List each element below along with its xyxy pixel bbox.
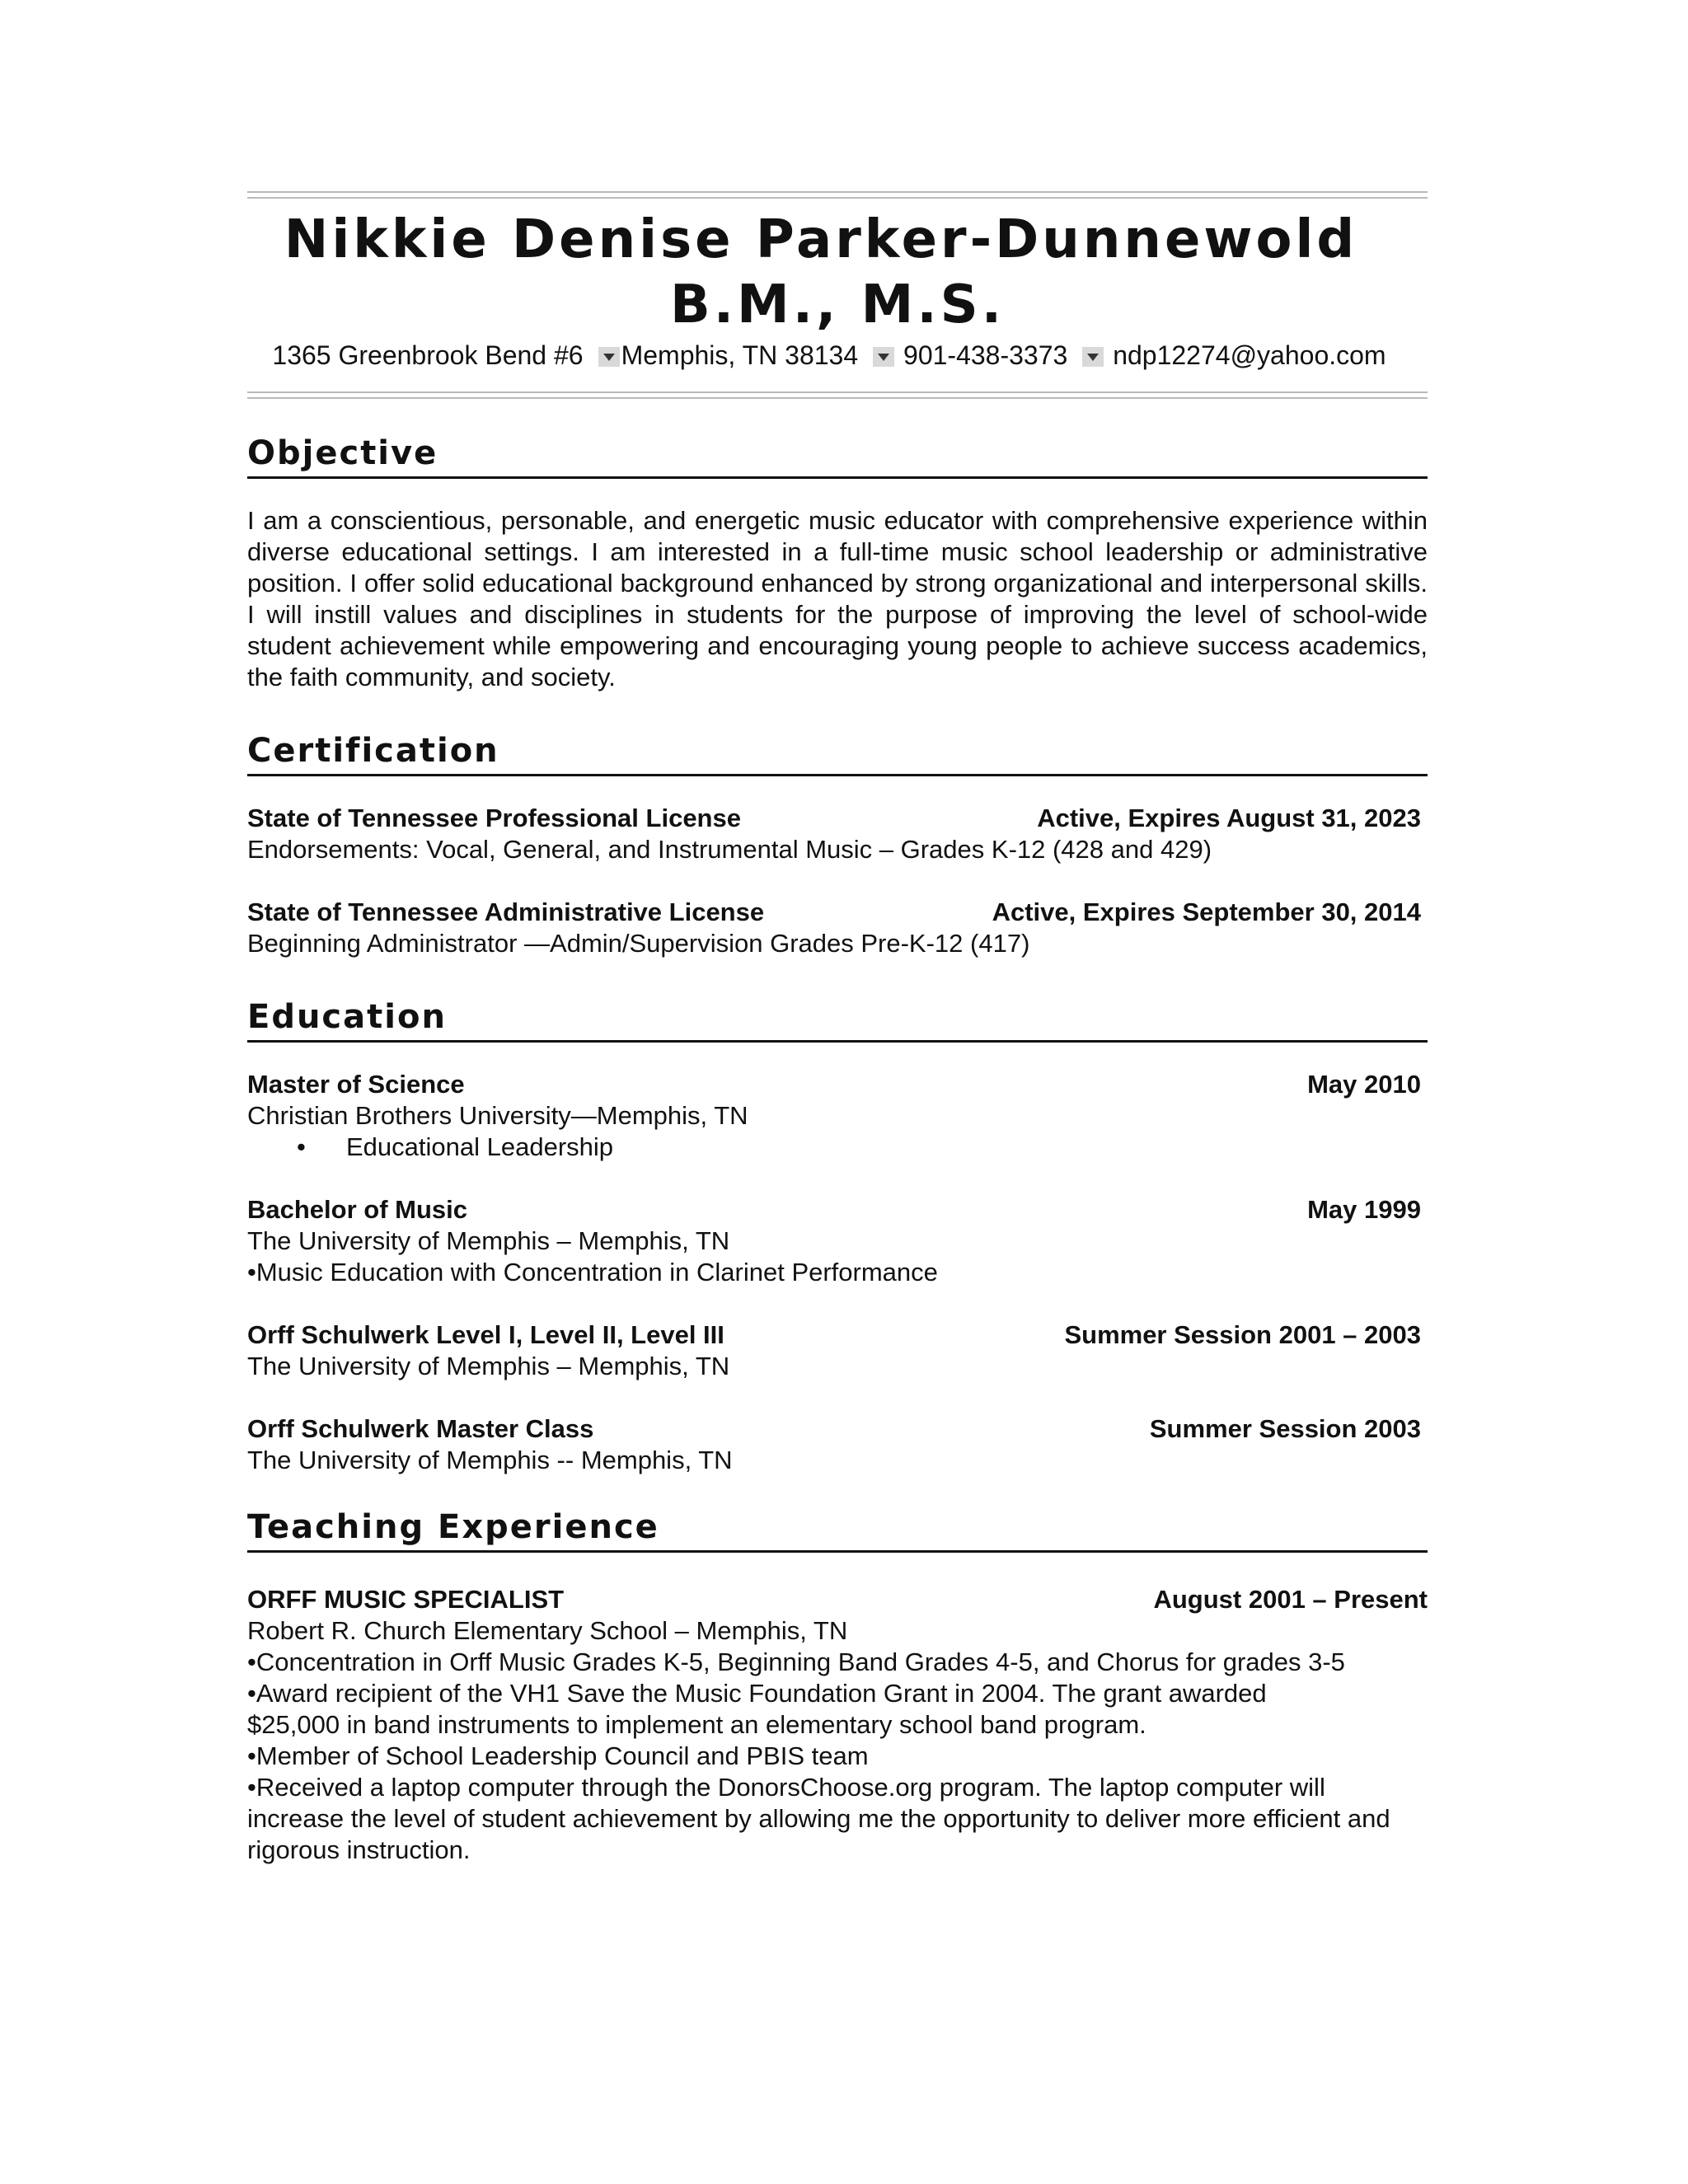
teaching-role: ORFF MUSIC SPECIALIST <box>247 1585 565 1614</box>
contact-phone: 901-438-3373 <box>903 340 1068 370</box>
candidate-credentials: B.M., M.S. <box>669 274 1006 335</box>
teaching-item <box>247 1584 1428 1866</box>
header-bottom-rule <box>247 391 1428 399</box>
teaching-school: Robert R. Church Elementary School – Memphis, TN <box>247 1616 848 1645</box>
certification-name: State of Tennessee Administrative License <box>247 898 765 926</box>
teaching-bullet: •Award recipient of the VH1 Save the Music Foundation Grant in 2004. The grant awarded $25,000 in band instruments to implement an elementary school band program. <box>247 1679 1267 1739</box>
education-item <box>247 1319 1428 1382</box>
education-date: Summer Session 2003 <box>1149 1414 1421 1443</box>
education-school: The University of Memphis – Memphis, TN <box>247 1352 730 1380</box>
certification-item <box>247 897 1428 959</box>
teaching-section <box>247 1506 1428 1866</box>
contact-line <box>247 337 1428 373</box>
teaching-date: August 2001 – Present <box>1153 1585 1428 1614</box>
education-date: May 2010 <box>1307 1070 1421 1099</box>
candidate-name: Nikkie Denise Parker-Dunnewold <box>284 209 1358 270</box>
certification-section <box>247 729 1428 959</box>
education-degree: Orff Schulwerk Level I, Level II, Level III <box>247 1320 724 1349</box>
contact-address: 1365 Greenbrook Bend #6 <box>272 340 584 370</box>
education-item <box>247 1194 1428 1288</box>
header-top-rule <box>247 191 1428 199</box>
education-school: The University of Memphis – Memphis, TN <box>247 1226 730 1255</box>
education-bullet: •Music Education with Concentration in Clarinet Performance <box>247 1258 938 1286</box>
certification-item <box>247 803 1428 865</box>
education-date: Summer Session 2001 – 2003 <box>1064 1320 1421 1349</box>
certification-name: State of Tennessee Professional License <box>247 804 741 832</box>
education-item <box>247 1069 1428 1163</box>
resume-page <box>247 191 1428 1866</box>
education-degree: Master of Science <box>247 1070 465 1099</box>
objective-text: I am a conscientious, personable, and energetic music educator with comprehensive experience within diverse educational settings. I am interested in a full-time music school leadership or administrative position. I offer solid educational background enhanced by strong organizational and interpersonal skills. I will instill values and disciplines in students for the purpose of improving the level of school-wide student achievement while empowering and encouraging young people to achieve success academics, the faith community, and society. <box>247 506 1428 691</box>
education-item <box>247 1413 1428 1476</box>
bullet-icon: • <box>297 1132 306 1161</box>
certification-detail: Endorsements: Vocal, General, and Instrumental Music – Grades K-12 (428 and 429) <box>247 835 1212 864</box>
contact-city: Memphis, TN 38134 <box>621 340 859 370</box>
education-degree: Orff Schulwerk Master Class <box>247 1414 594 1443</box>
dropdown-arrow-icon <box>873 347 894 367</box>
teaching-bullet: •Concentration in Orff Music Grades K-5, Beginning Band Grades 4-5, and Chorus for grades 3-5 <box>247 1647 1345 1676</box>
education-date: May 1999 <box>1307 1195 1421 1224</box>
education-bullet <box>247 1132 1428 1163</box>
section-title-teaching: Teaching Experience <box>247 1506 1428 1553</box>
certification-status: Active, Expires September 30, 2014 <box>992 898 1421 926</box>
teaching-bullet: •Received a laptop computer through the DonorsChoose.org program. The laptop computer will increase the level of student achievement by allowing me the opportunity to deliver more efficient and rigorous instruction. <box>247 1773 1390 1864</box>
section-title-education: Education <box>247 996 1428 1043</box>
section-title-objective: Objective <box>247 432 1428 479</box>
certification-detail: Beginning Administrator —Admin/Supervision Grades Pre-K-12 (417) <box>247 929 1030 958</box>
dropdown-arrow-icon <box>1082 347 1104 367</box>
certification-status: Active, Expires August 31, 2023 <box>1037 804 1421 832</box>
education-bullet-text: Educational Leadership <box>346 1132 614 1161</box>
education-school: Christian Brothers University—Memphis, TN <box>247 1101 748 1130</box>
contact-email: ndp12274@yahoo.com <box>1113 340 1386 370</box>
education-school: The University of Memphis -- Memphis, TN <box>247 1446 733 1474</box>
section-title-certification: Certification <box>247 729 1428 776</box>
dropdown-arrow-icon <box>598 347 620 367</box>
objective-section <box>247 432 1428 693</box>
education-degree: Bachelor of Music <box>247 1195 467 1224</box>
teaching-bullet: •Member of School Leadership Council and PBIS team <box>247 1741 869 1770</box>
education-section <box>247 996 1428 1476</box>
